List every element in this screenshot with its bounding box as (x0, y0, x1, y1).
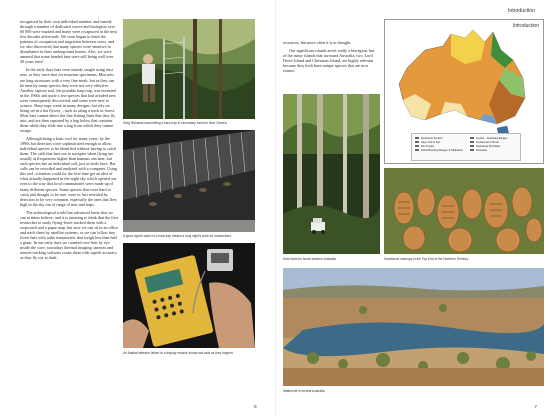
legend-item (415, 148, 467, 152)
legend-swatch (470, 141, 474, 144)
legend-label: Southwestern Shrub (476, 140, 499, 144)
legend-label: Wet Tropics (421, 144, 435, 148)
bat-detector-photo (123, 243, 255, 348)
karri-forest-photo (283, 94, 380, 254)
caption-harp-trap-forest: Greg Richards assembling a harp trap in secondary forest in New Guinea. (123, 121, 228, 125)
left-paragraph-2: In the early days bats were mainly caught using mist nets, or they were shot for museum specimens. Mist nets are long structures with a very fine mesh, but as they can be seen by many species they were not very effective. Another capture tool, the portable harp trap, was invented in the 1960s and quite a few species that had avoided nets were consequently discovered, and some were new to science. Harp traps come in many designs, but rely on being set in a bat flyway – such as along a track in forest. Most bats cannot detect the fine fishing lines that they fly into, and are then captured by a bag below that contains them while they slide into a bag from which they cannot escape. (20, 67, 116, 133)
right-page-number: 7 (534, 405, 537, 410)
map-title: Introduction (512, 23, 539, 29)
caption-karri-forest: Karri forest in south-western Australia. (283, 257, 337, 261)
legend-label: Tasmanian Shrubland (476, 144, 501, 148)
waterhole-photo (283, 268, 544, 386)
legend-label: Central – Southeast Ranges (476, 136, 508, 140)
left-page (0, 0, 275, 416)
legend-swatch (415, 137, 419, 140)
right-text-column (283, 40, 378, 76)
caption-sandstone-outcrops: Sandstone outcrops in the Top End of the Northern Territory. (384, 257, 469, 261)
legend-label: Cape York & Top! (421, 140, 441, 144)
legend-label: Southwest Top End (421, 136, 443, 140)
left-paragraph-3: Although being a basic tool for many years, by the 1990s bat detectors were sophisticated enough to allow individual species to be identified without having to catch them. The calls that bats use to navigate when flying are usually at frequencies higher than humans can hear, but each species has an individual call, just as birds have. Bat calls can be recorded and analysed with a computer. Using this tool, scientists could for the first time get an idea of what actually happened in the night sky which opened our eyes to the way that local communities were made up of many different species. Some species that were hard to catch and thought to be rare, were in fact revealed by detectors to be very common, especially the ones that flew high in the sky out of range of nets and traps. (20, 136, 118, 207)
caption-waterhole: Waterhole in central Australia. (283, 389, 326, 393)
right-paragraph-2: Our significant islands aren't really a bioregion, but of the many islands that surround Australia, two, Lord Howe Island and Christmas Island, are highly relevant because they both have unique species that are now extinct. (283, 48, 375, 74)
map-legend (411, 133, 521, 161)
caption-bat-detector: An Anabat detector linked to a display module shows bat calls as they happen. (123, 351, 234, 355)
left-paragraph-1: recognised by their own individual number, and mainly through a number of dedicated cavers and biologists over 60 000 were marked and many were recaptured in the next few decades afterwards. We soon began to learn the patterns of occupation and migration between caves, and we also discovered that many species were sensitive to disturbance in their underground homes. Also, we were amazed that some banded bats were still being well over 30 years later! (20, 19, 118, 65)
right-page (276, 0, 551, 416)
right-paragraph-1: resources, but more often it is in drought. (283, 40, 352, 45)
legend-swatch (415, 145, 419, 148)
legend-label: Inland Breeding Ranges & Tablelands (421, 148, 463, 152)
harp-trap-forest-photo (123, 19, 255, 119)
left-paragraph-4: The technological world has advanced faster that we can at times believe, and it is amazing to think that the first researcher to study flying-foxes tracked them with a stopwatch and a paper map, but now we can sit in an office and track them by satellite systems, or we can follow tiny forest bats with radio transmitters that weigh less than half a gram. In our early days we counted cave bats by eye inside the cave, nowadays thermal imaging cameras and remote tracking software count them with superb accuracy as they fly out at dusk. (20, 209, 119, 261)
bioregion-map (384, 19, 544, 164)
legend-swatch (470, 149, 474, 152)
legend-swatch (415, 141, 419, 144)
caption-harp-trap-catch: A good night's catch in a harp trap means a long night's work for researchers. (123, 234, 232, 238)
harp-trap-catch-photo (123, 130, 255, 232)
legend-item (470, 148, 522, 152)
legend-label: Tasmania (476, 148, 487, 152)
legend-swatch (415, 149, 419, 152)
legend-swatch (470, 145, 474, 148)
left-page-number: 5 (254, 405, 257, 410)
left-text-column (20, 19, 118, 263)
sandstone-outcrops-photo (384, 168, 544, 254)
legend-swatch (470, 137, 474, 140)
running-header: Introduction (507, 8, 535, 14)
